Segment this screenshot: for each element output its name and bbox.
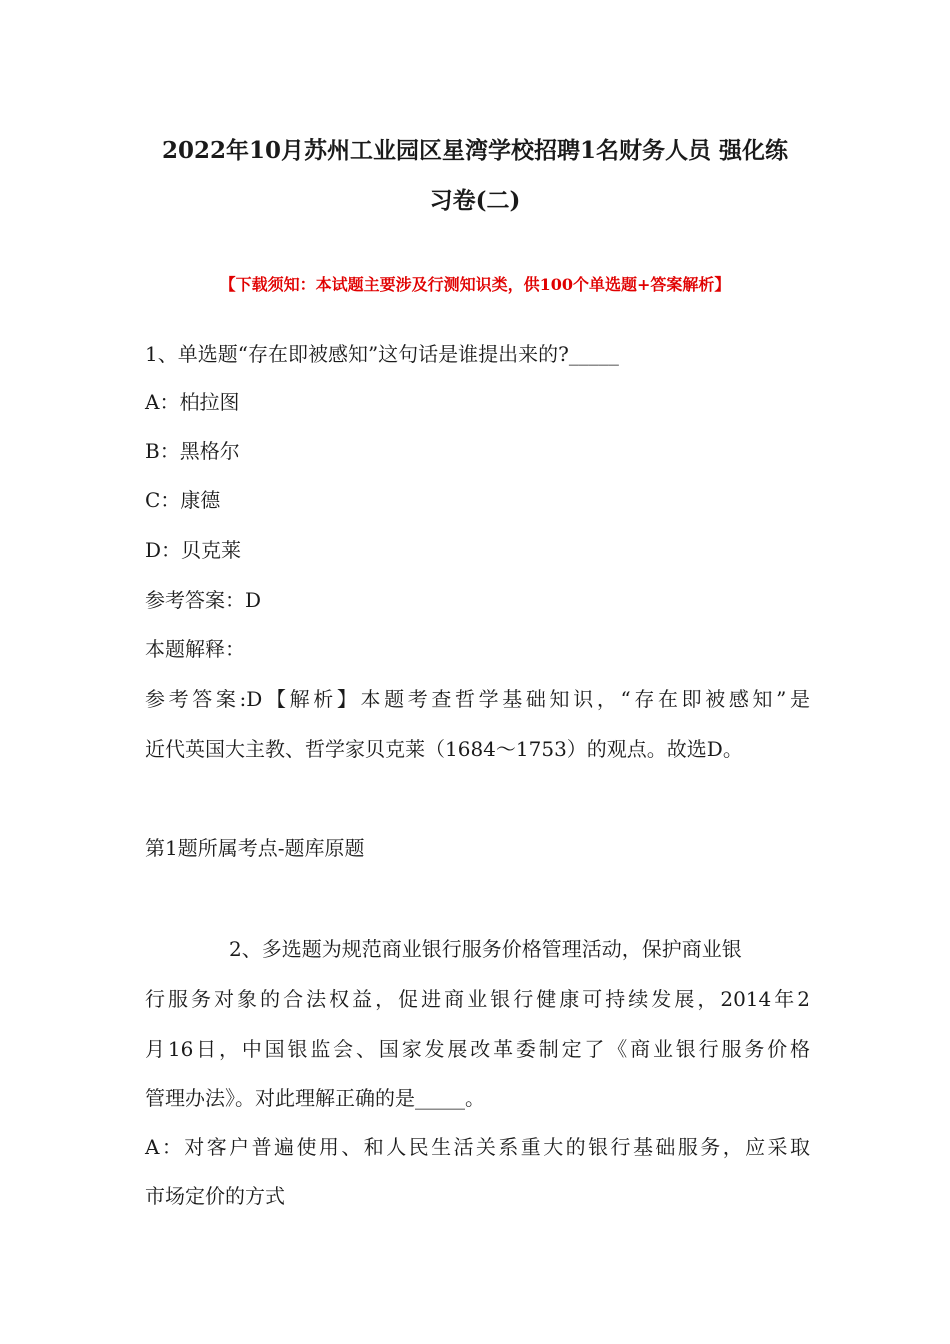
document-title [120,128,830,224]
q1-explain-line-1: 参考答案:D【解析】本题考查哲学基础知识，“存在即被感知”是 [145,687,810,711]
q2-question-line-3: 月16日，中国银监会、国家发展改革委制定了《商业银行服务价格 [145,1037,810,1061]
q2-question-line-2: 行服务对象的合法权益，促进商业银行健康可持续发展，2014年2 [145,987,810,1011]
q1-option-a: A：柏拉图 [145,390,240,414]
title-line-2: 习卷(二) [429,187,521,214]
q2-question-line-4: 管理办法》。对此理解正确的是_____。 [145,1086,485,1110]
q1-explain-label: 本题解释： [145,637,245,661]
q1-option-d: D：贝克莱 [145,538,242,562]
q1-explain-line-2: 近代英国大主教、哲学家贝克莱（1684～1753）的观点。故选D。 [145,737,743,761]
q2-option-a-line-1: A：对客户普遍使用、和人民生活关系重大的银行基础服务，应采取 [145,1135,810,1159]
q1-topic: 第1题所属考点-题库原题 [145,836,365,860]
download-notice: 【下载须知：本试题主要涉及行测知识类，供100个单选题+答案解析】 [219,275,731,294]
q2-option-a-line-2: 市场定价的方式 [145,1184,285,1208]
title-line-1: 2022年10月苏州工业园区星湾学校招聘1名财务人员 强化练 [161,137,789,164]
q1-answer: 参考答案：D [145,588,262,612]
q1-option-b: B：黑格尔 [145,439,240,463]
q2-question-line-1: 2、多选题为规范商业银行服务价格管理活动，保护商业银 [229,937,742,961]
q1-option-c: C：康德 [145,488,221,512]
q1-question: 1、单选题“存在即被感知”这句话是谁提出来的?_____ [145,342,619,366]
